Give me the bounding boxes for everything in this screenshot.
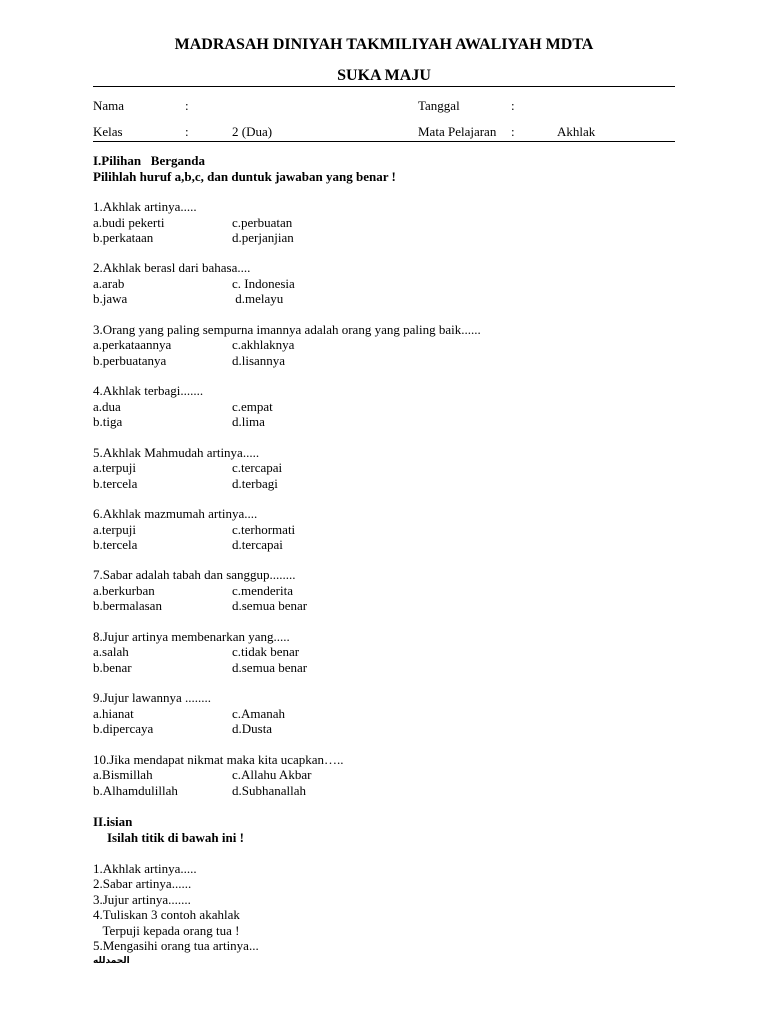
option-a: a.perkataannya bbox=[93, 337, 172, 353]
question-text: 10.Jika mendapat nikmat maka kita ucapkan….. bbox=[93, 751, 344, 767]
isian-item: 3.Jujur artinya....... bbox=[93, 891, 191, 907]
option-a: a.dua bbox=[93, 398, 121, 414]
options-row bbox=[93, 337, 481, 353]
option-c: c.tercapai bbox=[232, 460, 283, 476]
option-c: c.Allahu Akbar bbox=[232, 767, 312, 783]
section2-block bbox=[93, 814, 259, 969]
options-row bbox=[93, 398, 273, 415]
section1-heading: I.Pilihan Berganda bbox=[93, 153, 205, 168]
question-item bbox=[93, 628, 308, 676]
question-item bbox=[93, 752, 344, 799]
question-text: 4.Akhlak terbagi....... bbox=[93, 383, 204, 399]
section1-block bbox=[93, 153, 396, 184]
option-b: b.dipercaya bbox=[93, 721, 154, 737]
option-a: a.Bismillah bbox=[93, 767, 153, 783]
option-c: c.menderita bbox=[232, 582, 293, 598]
question-text: 2.Akhlak berasl dari bahasa.... bbox=[93, 260, 251, 276]
option-c: c.Amanah bbox=[232, 705, 286, 721]
option-b: b.jawa bbox=[93, 291, 128, 307]
options-row bbox=[93, 644, 300, 660]
options-row bbox=[93, 475, 278, 492]
section1-instruction: Pilihlah huruf a,b,c, dan duntuk jawaban yang benar ! bbox=[93, 168, 396, 184]
options-row bbox=[93, 659, 308, 676]
question-text: 5.Akhlak Mahmudah artinya..... bbox=[93, 444, 260, 460]
options-row bbox=[93, 414, 265, 430]
mapel-label: Mata Pelajaran bbox=[418, 124, 497, 139]
option-b: b.perbuatanya bbox=[93, 352, 167, 368]
option-d: d.melayu bbox=[232, 291, 284, 307]
options-row bbox=[93, 721, 273, 737]
option-c: c.akhlaknya bbox=[232, 337, 295, 353]
info-rule bbox=[93, 141, 675, 142]
kelas-colon: : bbox=[185, 124, 189, 139]
option-d: d.tercapai bbox=[232, 537, 283, 552]
options-row bbox=[93, 521, 296, 538]
question-text: 9.Jujur lawannya ........ bbox=[93, 690, 212, 706]
option-d: d.Subhanallah bbox=[232, 782, 307, 798]
school-subtitle: SUKA MAJU bbox=[337, 67, 431, 84]
question-item bbox=[93, 322, 481, 369]
question-text: 3.Orang yang paling sempurna imannya adalah orang yang paling baik...... bbox=[93, 321, 481, 337]
option-d: d.lisannya bbox=[232, 352, 286, 368]
option-d: d.lima bbox=[232, 414, 265, 430]
option-d: d.semua benar bbox=[232, 598, 308, 614]
option-d: d.terbagi bbox=[232, 475, 278, 491]
option-d: d.Dusta bbox=[232, 721, 273, 737]
options-row bbox=[93, 583, 296, 599]
question-item bbox=[93, 383, 273, 430]
option-b: b.Alhamdulillah bbox=[93, 782, 178, 798]
option-d: d.perjanjian bbox=[232, 230, 294, 245]
question-text: 7.Sabar adalah tabah dan sanggup........ bbox=[93, 567, 296, 583]
nama-label: Nama bbox=[93, 98, 125, 113]
options-row bbox=[93, 537, 283, 553]
mapel-value: Akhlak bbox=[557, 124, 596, 139]
tanggal-label: Tanggal bbox=[418, 98, 460, 113]
option-c: c.tidak benar bbox=[232, 644, 300, 660]
option-c: c.perbuatan bbox=[232, 214, 293, 230]
options-row bbox=[93, 291, 284, 307]
question-item bbox=[93, 690, 286, 737]
kelas-label: Kelas bbox=[93, 124, 123, 139]
question-text: 6.Akhlak mazmumah artinya.... bbox=[93, 506, 258, 521]
question-text: 1.Akhlak artinya..... bbox=[93, 199, 197, 214]
mapel-colon: : bbox=[511, 124, 515, 139]
isian-item: 1.Akhlak artinya..... bbox=[93, 860, 197, 876]
tanggal-colon: : bbox=[511, 98, 515, 113]
option-b: b.tercela bbox=[93, 475, 138, 491]
option-b: b.tiga bbox=[93, 414, 123, 430]
options-row bbox=[93, 353, 481, 369]
isian-item: 5.Mengasihi orang tua artinya... bbox=[93, 938, 259, 953]
option-b: b.bermalasan bbox=[93, 598, 162, 614]
isian-item: 4.Tuliskan 3 contoh akahlak bbox=[93, 907, 240, 922]
option-a: a.salah bbox=[93, 644, 129, 660]
option-a: a.terpuji bbox=[93, 460, 136, 476]
option-a: a.berkurban bbox=[93, 582, 155, 598]
school-name-title: MADRASAH DINIYAH TAKMILIYAH AWALIYAH MDTA bbox=[174, 36, 594, 53]
question-item bbox=[93, 199, 294, 246]
question-item bbox=[93, 260, 295, 307]
options-row bbox=[93, 275, 295, 292]
options-row bbox=[93, 767, 344, 783]
question-item bbox=[93, 444, 283, 492]
option-a: a.terpuji bbox=[93, 521, 136, 537]
option-c: c.empat bbox=[232, 398, 273, 414]
option-c: c.terhormati bbox=[232, 521, 296, 537]
section2-instruction: Isilah titik di bawah ini ! bbox=[107, 829, 244, 845]
options-row bbox=[93, 460, 283, 476]
question-item bbox=[93, 506, 296, 553]
option-b: b.benar bbox=[93, 659, 132, 675]
closing-arabic: الحمدلله bbox=[93, 955, 130, 966]
options-row bbox=[93, 214, 293, 231]
option-a: a.budi pekerti bbox=[93, 214, 165, 230]
question-item bbox=[93, 567, 308, 614]
question-text: 8.Jujur artinya membenarkan yang..... bbox=[93, 628, 290, 644]
section2-heading: II.isian bbox=[93, 814, 133, 829]
header-rule bbox=[93, 86, 675, 87]
options-row bbox=[93, 230, 294, 246]
option-b: b.perkataan bbox=[93, 230, 154, 245]
option-a: a.arab bbox=[93, 275, 125, 291]
option-d: d.semua benar bbox=[232, 659, 308, 675]
kelas-value: 2 (Dua) bbox=[232, 124, 273, 139]
nama-colon: : bbox=[185, 98, 189, 113]
option-a: a.hianat bbox=[93, 705, 134, 721]
options-row bbox=[93, 598, 308, 614]
options-row bbox=[93, 783, 344, 799]
option-c: c. Indonesia bbox=[232, 275, 295, 291]
option-b: b.tercela bbox=[93, 537, 138, 552]
isian-item: Terpuji kepada orang tua ! bbox=[93, 922, 240, 938]
options-row bbox=[93, 705, 286, 722]
isian-item: 2.Sabar artinya...... bbox=[93, 876, 192, 891]
